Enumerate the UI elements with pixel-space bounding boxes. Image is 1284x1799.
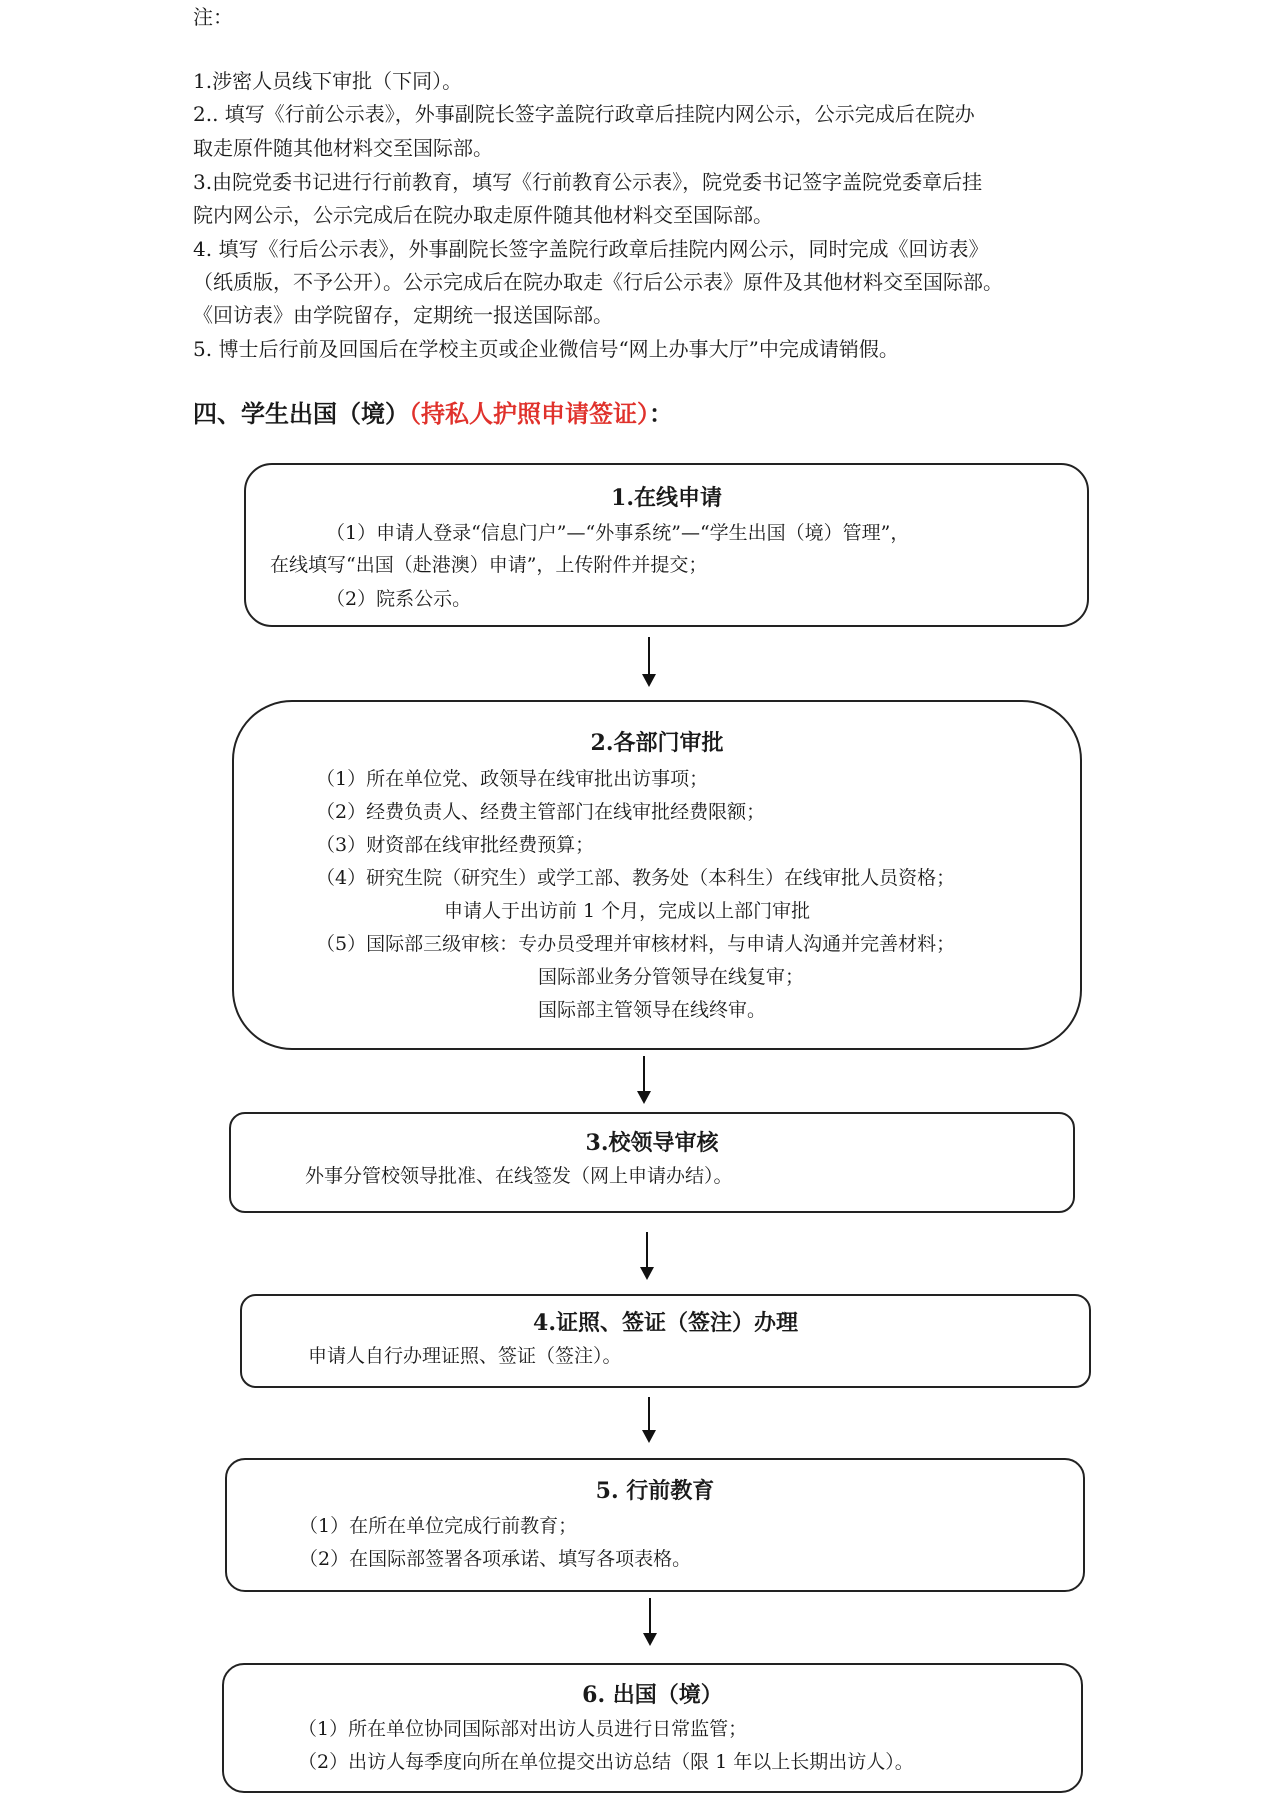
step-line: （1）所在单位党、政领导在线审批出访事项； xyxy=(316,768,709,790)
note-line: 3.由院党委书记进行行前教育，填写《行前教育公示表》，院党委书记签字盖院党委章后挂 xyxy=(193,170,983,194)
step-title: 1.在线申请 xyxy=(611,485,722,511)
step-box-visa-processing xyxy=(240,1294,1091,1388)
arrow-down-icon xyxy=(649,1598,651,1644)
step-line: （2）出访人每季度向所在单位提交出访总结（限 1 年以上长期出访人）。 xyxy=(298,1751,914,1773)
arrow-down-icon xyxy=(646,1232,648,1278)
step-line: 国际部主管领导在线终审。 xyxy=(538,999,767,1021)
note-line: 取走原件随其他材料交至国际部。 xyxy=(193,136,493,160)
step-line: （1）申请人登录“信息门户”—“外事系统”—“学生出国（境）管理”， xyxy=(326,522,910,544)
arrow-down-icon xyxy=(648,1397,650,1441)
step-line: （4）研究生院（研究生）或学工部、教务处（本科生）在线审批人员资格； xyxy=(316,867,956,889)
note-line: 1.涉密人员线下审批（下同）。 xyxy=(193,69,463,93)
step-line: 在线填写“出国（赴港澳）申请”，上传附件并提交； xyxy=(270,554,708,576)
section-suffix: ： xyxy=(649,399,673,428)
note-line: 院内网公示，公示完成后在院办取走原件随其他材料交至国际部。 xyxy=(193,203,773,227)
step-title: 2.各部门审批 xyxy=(590,730,724,756)
step-line: （1）在所在单位完成行前教育； xyxy=(299,1515,578,1537)
step-box-online-application xyxy=(244,463,1089,627)
step-title: 5. 行前教育 xyxy=(595,1478,715,1504)
note-line: 2.. 填写《行前公示表》，外事副院长签字盖院行政章后挂院内网公示，公示完成后在院办 xyxy=(193,102,975,126)
note-line: 5. 博士后行前及回国后在学校主页或企业微信号“网上办事大厅”中完成请销假。 xyxy=(193,337,899,361)
step-line: 外事分管校领导批准、在线签发（网上申请办结）。 xyxy=(305,1165,733,1187)
step-title: 3.校领导审核 xyxy=(585,1130,719,1156)
step-line: （2）在国际部签署各项承诺、填写各项表格。 xyxy=(299,1548,692,1570)
step-line: 申请人于出访前 1 个月，完成以上部门审批 xyxy=(444,900,811,922)
arrow-down-icon xyxy=(648,637,650,685)
note-line: 4. 填写《行后公示表》，外事副院长签字盖院行政章后挂院内网公示，同时完成《回访表》 xyxy=(193,237,989,261)
step-box-leader-review xyxy=(229,1112,1075,1213)
step-line: （1）所在单位协同国际部对出访人员进行日常监管； xyxy=(298,1718,748,1740)
step-title: 4.证照、签证（签注）办理 xyxy=(533,1310,798,1336)
step-box-department-approval xyxy=(232,700,1082,1050)
step-box-departure xyxy=(222,1663,1083,1793)
section-heading xyxy=(193,397,673,431)
step-box-pre-departure-education xyxy=(225,1458,1085,1592)
step-line: 国际部业务分管领导在线复审； xyxy=(538,966,805,988)
step-line: （5）国际部三级审核：专办员受理并审核材料，与申请人沟通并完善材料； xyxy=(316,933,956,955)
notes-label: 注： xyxy=(193,5,233,29)
note-line: 《回访表》由学院留存，定期统一报送国际部。 xyxy=(193,303,613,327)
section-highlight: （持私人护照申请签证） xyxy=(409,399,649,428)
arrow-down-icon xyxy=(643,1056,645,1102)
step-line: （2）经费负责人、经费主管部门在线审批经费限额； xyxy=(316,801,766,823)
step-line: （3）财资部在线审批经费预算； xyxy=(316,834,595,856)
section-title: 四、学生出国（境） xyxy=(193,399,409,428)
step-line: （2）院系公示。 xyxy=(326,588,472,610)
step-title: 6. 出国（境） xyxy=(582,1682,723,1708)
note-line: （纸质版，不予公开）。公示完成后在院办取走《行后公示表》原件及其他材料交至国际部。 xyxy=(193,270,1003,294)
step-line: 申请人自行办理证照、签证（签注）。 xyxy=(308,1345,622,1367)
